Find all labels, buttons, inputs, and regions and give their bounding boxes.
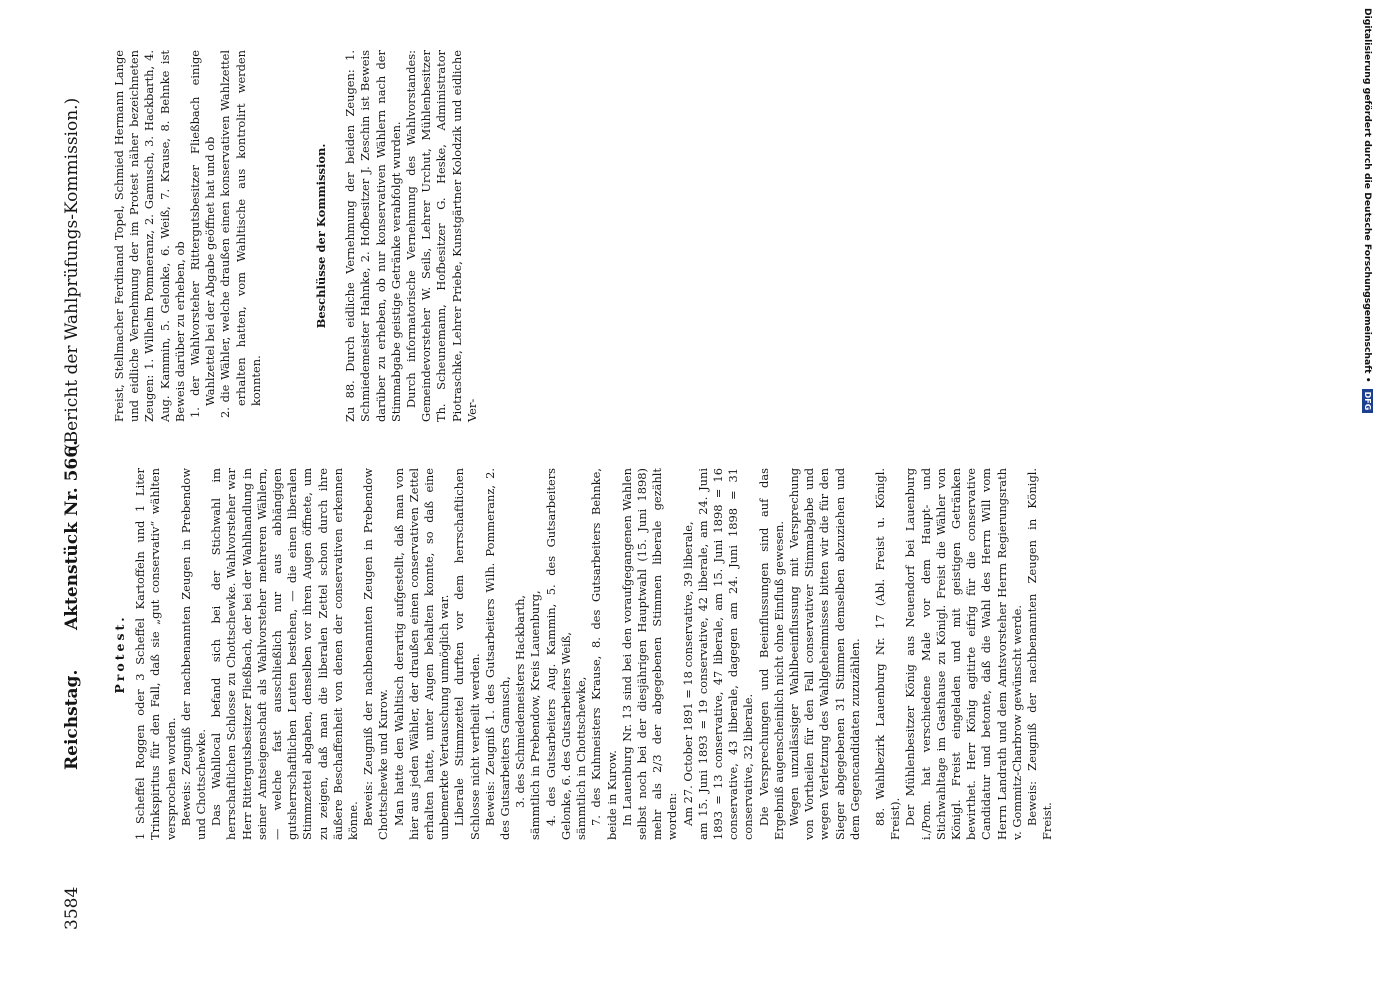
page-header xyxy=(62,30,96,930)
paragraph: Der Mühlenbesitzer König aus Neuendorf bei Lauenburg i./Pom. hat verschiedene Male vor dem Haupt- und Stichwahltage im Gasthause zu Königl. Freist die Wähler von Königl. Freist eingeladen und mit geistigen Getränken bewirthet. Herr König agitirte eifrig für die conservative Candidatur und betonte, daß die Wahl des Herrn Will vom Herrn Landrath und dem Amtsvorsteher Herrn Regierungsrath v. Gommitz-Charbrow gewünscht werde. xyxy=(903,468,1024,840)
section-heading: 88. Wahlbezirk Lauenburg Nr. 17 (Abl. Freist u. Königl. Freist). xyxy=(872,468,903,840)
paragraph: Durch informatorische Vernehmung des Wahlvorstandes: Gemeindevorsteher W. Seils, Lehrer Urchut, Mühlenbesitzer Th. Scheunemann, Hofbesitzer G. Heske, Administrator Piotraschke, Lehrer Priebe, Kunstgärtner Kolodzik und eidliche Ver- xyxy=(404,50,479,422)
paragraph: Liberale Stimmzettel durften vor dem herrschaftlichen Schlosse nicht vertheilt werden. xyxy=(452,468,482,840)
page-number: 3584 xyxy=(62,886,82,930)
left-column xyxy=(112,468,1162,840)
paragraph: Zu 88. Durch eidliche Vernehmung der beiden Zeugen: 1. Schmiedemeister Hahnke, 2. Hofbesitzer J. Zeschin ist Beweis darüber zu erheben, ob nur konservativen Wählern nach der Stimmabgabe geistige Getränke verabfolgt wurden. xyxy=(343,50,403,422)
paragraph: sämmtlich in Chottschewke, xyxy=(574,676,589,840)
paragraph: Wegen unzulässiger Wahlbeeinflussung mit Versprechung von Vortheilen für den Fall conservativer Stimmabgabe und wegen Verletzung des Wahlgeheimnisses bitten wir die für den Sieger abgegebenen 31 Stimmen demselben abzuziehen und dem Gegencandidaten zuzuzählen. xyxy=(786,468,862,840)
paragraph: Beweis: Zeugniß 1. des Gutsarbeiters Wilh. Pommeranz, 2. des Gutsarbeiters Gamusch, xyxy=(482,468,513,840)
list-item: 2. die Wähler, welche draußen einen konservativen Wahlzettel erhalten hatten, vom Wahltische aus kontrolirt werden konnten. xyxy=(218,50,263,418)
protest-heading: Protest. xyxy=(112,614,127,694)
paragraph: Beweis: Zeugniß der nachbenannten Zeugen in Prebendow Chottschewke und Kurow. xyxy=(361,468,391,840)
paragraph: Die Versprechungen und Beeinflussungen sind auf das Ergebniß augenscheinlich nicht ohne Einfluß gewesen. xyxy=(756,468,786,840)
list-item: 1. der Wahlvorsteher Rittergutsbesitzer Fließbach einige Wahlzettel bei der Abgabe geöffnet hat und ob xyxy=(188,50,218,418)
right-column xyxy=(112,50,1162,422)
dfg-logo: DFG xyxy=(1362,389,1373,414)
header-report-title: (Bericht der Wahlprüfungs-Kommission.) xyxy=(62,97,82,450)
digitization-note xyxy=(1361,8,1373,992)
paragraph: 3. des Schmiedemeisters Hackbarth, xyxy=(513,594,528,808)
paragraph: In Lauenburg Nr. 13 sind bei den voraufgegangenen Wahlen selbst noch bei der diesjährigen Hauptwahl (15. Juni 1898) mehr als 2/3 der abgegebenen Stimmen liberale gezählt worden: xyxy=(619,468,680,840)
paragraph: 7. des Kuhmeisters Krause, 8. des Gutsarbeiters Behnke, beide in Kurow. xyxy=(589,468,619,840)
digitization-text: Digitalisierung gefördert durch die Deutsche Forschungsgemeinschaft • xyxy=(1362,8,1373,383)
paragraph: 1 Scheffel Roggen oder 3 Scheffel Kartoffeln und 1 Liter Trinkspiritus für den Fall, daß sie „gut conservativ“ wählten versprochen worden. xyxy=(133,468,178,840)
paragraph: Beweis: Zeugniß der nachbenannten Zeugen in Königl. Freist. xyxy=(1024,468,1055,840)
paragraph: Am 27. October 1891 = 18 conservative, 39 liberale, xyxy=(680,521,695,826)
paragraph: sämmtlich in Prebendow, Kreis Lauenburg, xyxy=(528,590,543,840)
paragraph: Freist, Stellmacher Ferdinand Topel, Schmied Hermann Lange und eidliche Vernehmung der im Protest näher bezeichneten Zeugen: 1. Wilhelm Pommeranz, 2. Gamusch, 3. Hackbarth, 4. Aug. Kammin, 5. Gelonke, 6. Weiß, 7. Krause, 8. Behnke ist Beweis darüber zu erheben, ob xyxy=(112,50,187,422)
paragraph: Man hatte den Wahltisch derartig aufgestellt, daß man von hier aus jeden Wähler, der draußen einen conservativen Zettel erhalten hatte, unter Augen behalten konnte, so daß eine unbemerkte Vertauschung unmöglich war. xyxy=(391,468,452,840)
paragraph: Beweis: Zeugniß der nachbenannten Zeugen in Prebendow und Chottschewke. xyxy=(178,468,209,840)
paragraph: am 15. Juni 1893 = 19 conservative, 42 liberale, am 24. Juni 1893 = 13 conservative, 47 liberale, am 15. Juni 1898 = 16 conservative, 43 liberale, dagegen am 24. Juni 1898 = 31 conservative, 32 liberale. xyxy=(695,468,756,840)
paragraph: 4. des Gutsarbeiters Aug. Kammin, 5. des Gutsarbeiters Gelonke, 6. des Gutsarbeiters Weiß, xyxy=(543,468,573,840)
commission-decisions-heading: Beschlüsse der Kommission. xyxy=(314,143,329,329)
header-reichstag: Reichstag. xyxy=(62,669,82,770)
header-aktenstueck: Aktenstück Nr. 566. xyxy=(62,439,82,630)
paragraph: Das Wahllocal befand sich bei der Stichwahl im herrschaftlichen Schlosse zu Chottschewke. Wahlvorsteher war Herr Rittergutsbesitzer Fließbach, der bei der Wahlhandlung in seiner Amtseigenschaft als Wahlvorsteher mehreren Wählern, — welche fast ausschließlich nur aus abhängigen gutsherrschaftlichen Leuten bestehen, — die einen liberalen Stimmzettel abgaben, denselben vor ihren Augen öffnete, um zu zeigen, daß man die liberalen Zettel schon durch ihre äußere Beschaffenheit von denen der conservativen erkennen könne. xyxy=(209,468,361,840)
